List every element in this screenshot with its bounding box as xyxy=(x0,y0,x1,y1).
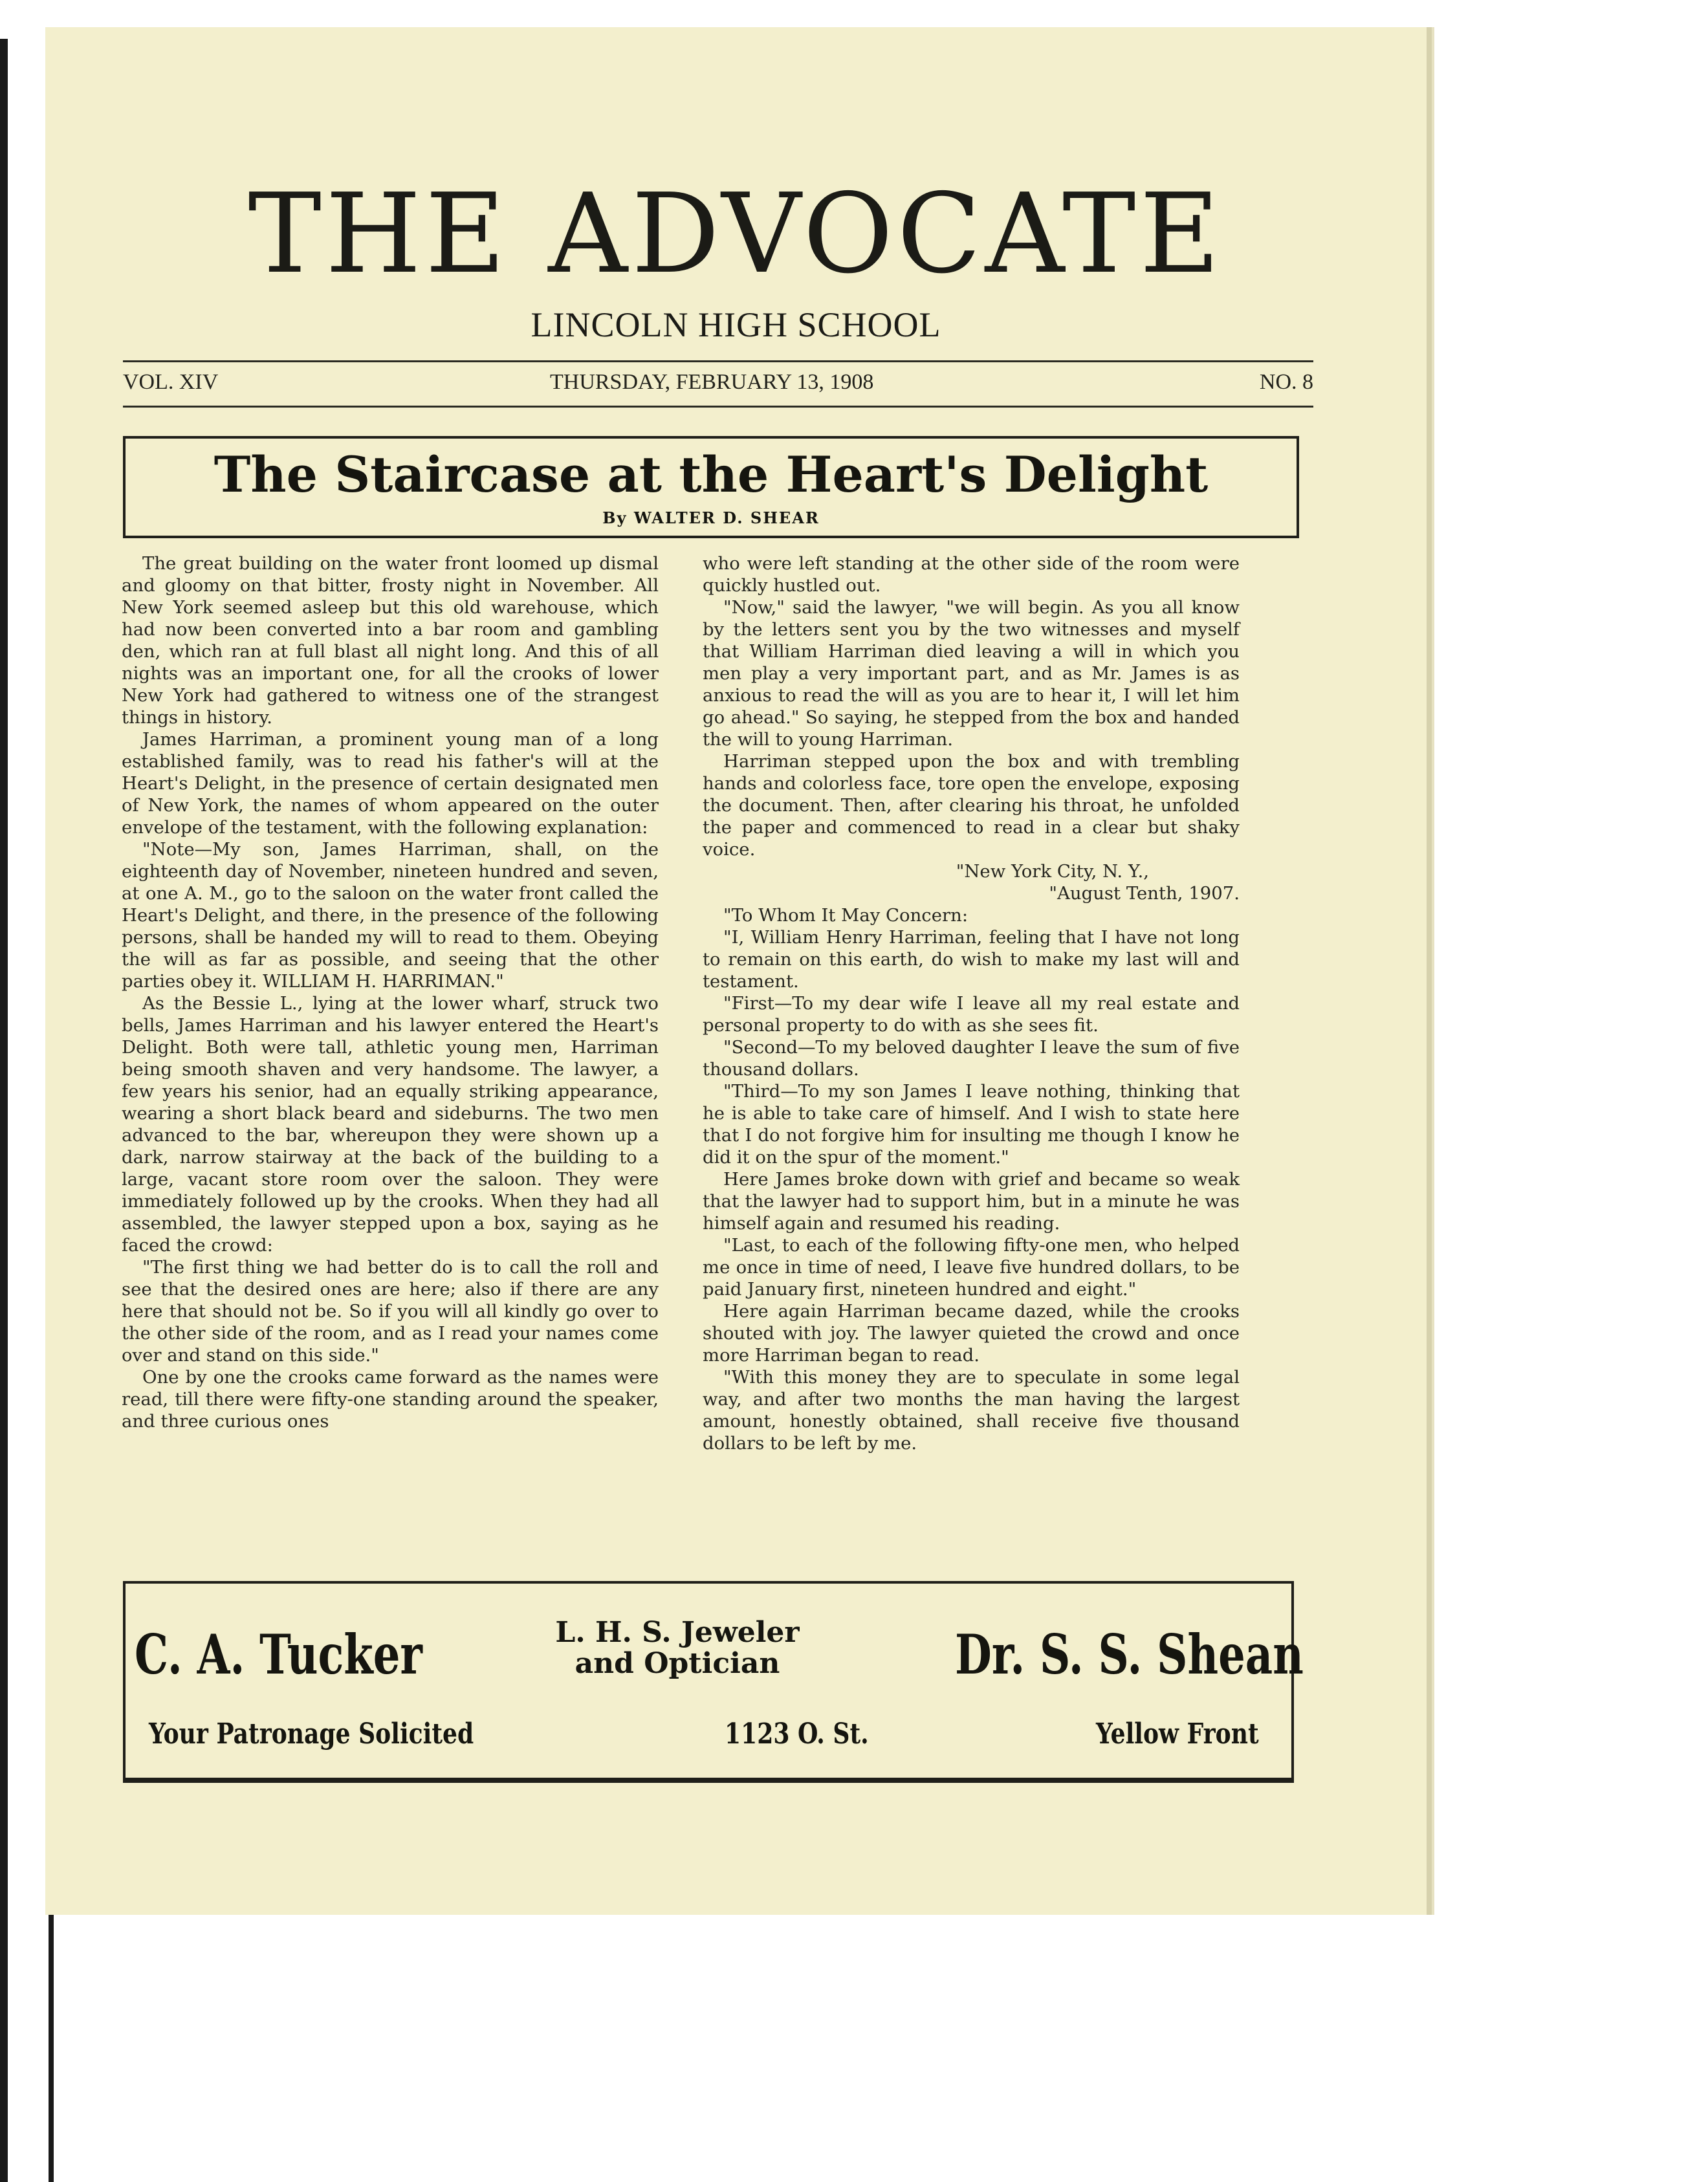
letter-place: "New York City, N. Y., xyxy=(956,861,1149,882)
paragraph: As the Bessie L., lying at the lower wharf, struck two bells, James Harriman and his lawyer entered the Heart's Delight. Both were tall, athletic young men, Harriman being smooth shaven and very handsome. The lawyer, a few years his senior, had an equally striking appearance, wearing a short black beard and sideburns. The two men advanced to the bar, whereupon they were shown up a dark, narrow stairway at the back of the building to a large, vacant store room over the saloon. They were immediately followed up by the crooks. When they had all assembled, the lawyer stepped upon a box, saying as he faced the crowd: xyxy=(122,993,659,1256)
masthead-rule-bottom xyxy=(123,406,1313,408)
paragraph: "Second—To my beloved daughter I leave the sum of five thousand dollars. xyxy=(703,1037,1240,1080)
paragraph: "Note—My son, James Harriman, shall, on the eighteenth day of November, nineteen hundred and seven, at one A. M., go to the saloon on the water front called the Heart's Delight, and there, in the presence of the following persons, shall be handed my will to read to them. Obeying the will as far as possible, and seeing that the other parties obey it. WILLIAM H. HARRIMAN." xyxy=(122,839,659,992)
paragraph: "Now," said the lawyer, "we will begin. As you all know by the letters sent you by the two witnesses and myself that William Harriman died leaving a will in which you men play a very important part, and as Mr. James is as anxious to read the will as you are to hear it, I will let him go ahead." So saying, he stepped from the box and handed the will to young Harriman. xyxy=(703,597,1240,750)
newspaper-page xyxy=(45,27,1432,1915)
article-right-column xyxy=(703,552,1240,1454)
paragraph: "To Whom It May Concern: xyxy=(723,905,969,926)
paragraph: James Harriman, a prominent young man of a long established family, was to read his father's will at the Heart's Delight, in the presence of certain designated men of New York, the names of whom appeared on the outer envelope of the testament, with the following explanation: xyxy=(122,729,659,838)
dateline xyxy=(123,370,1313,402)
paragraph: Harriman stepped upon the box and with trembling hands and colorless face, tore open the envelope, exposing the document. Then, after clearing his throat, he unfolded the paper and commenced to read in a clear but shaky voice. xyxy=(703,751,1240,860)
ad-left-tagline: Your Patronage Solicited xyxy=(149,1718,474,1751)
paragraph: One by one the crooks came forward as the names were read, till there were fifty-one standing around the speaker, and three curious ones xyxy=(122,1367,659,1432)
paragraph: who were left standing at the other side of the room were quickly hustled out. xyxy=(703,553,1240,596)
binding-edge-lower xyxy=(49,1915,54,2182)
ad-middle-line-1: L. H. S. Jeweler xyxy=(555,1616,800,1649)
issue-number: NO. 8 xyxy=(1259,370,1313,394)
ad-address: 1123 O. St. xyxy=(725,1718,869,1751)
paragraph: "I, William Henry Harriman, feeling that I have not long to remain on this earth, do wish to make my last will and testament. xyxy=(703,927,1240,992)
article-left-column xyxy=(122,552,659,1432)
masthead-subtitle: LINCOLN HIGH SCHOOL xyxy=(531,305,941,344)
paragraph: "Last, to each of the following fifty-one men, who helped me once in time of need, I leave five hundred dollars, to be paid January first, nineteen hundred and eight." xyxy=(703,1235,1240,1300)
masthead-title: THE ADVOCATE xyxy=(248,170,1224,298)
paragraph: "First—To my dear wife I leave all my real estate and personal property to do with as she sees fit. xyxy=(703,993,1240,1036)
paragraph: Here again Harriman became dazed, while the crooks shouted with joy. The lawyer quieted the crowd and once more Harriman began to read. xyxy=(703,1301,1240,1366)
paragraph: The great building on the water front loomed up dismal and gloomy on that bitter, frosty night in November. All New York seemed asleep but this old warehouse, which had now been converted into a bar room and gambling den, which ran at full blast all night long. And this of all nights was an important one, for all the crooks of lower New York had gathered to witness one of the strangest things in history. xyxy=(122,553,659,728)
ad-left-name: C. A. Tucker xyxy=(135,1622,422,1686)
volume-label: VOL. XIV xyxy=(123,370,219,394)
paragraph: "With this money they are to speculate in some legal way, and after two months the man having the largest amount, honestly obtained, shall receive five thousand dollars to be left by me. xyxy=(703,1367,1240,1454)
paragraph: "Third—To my son James I leave nothing, thinking that he is able to take care of himself. And I wish to state here that I do not forgive him for insulting me though I know he did it on the spur of the moment." xyxy=(703,1081,1240,1168)
letter-date: "August Tenth, 1907. xyxy=(1049,883,1240,904)
article-byline: By WALTER D. SHEAR xyxy=(602,508,820,527)
binding-edge xyxy=(0,39,8,2182)
paragraph: Here James broke down with grief and became so weak that the lawyer had to support him, but in a minute he was himself again and resumed his reading. xyxy=(703,1169,1240,1234)
paragraph: "The first thing we had better do is to call the roll and see that the desired ones are here; also if there are any here that should not be. So if you will all kindly go over to the other side of the room, and as I read your names come over and stand on this side." xyxy=(122,1257,659,1366)
headline-box xyxy=(123,436,1299,538)
ad-right-tagline: Yellow Front xyxy=(1096,1718,1259,1751)
ad-middle-line-2: and Optician xyxy=(575,1647,780,1680)
ad-right-name: Dr. S. S. Shean xyxy=(955,1622,1304,1686)
advertisement-box xyxy=(123,1581,1304,1783)
masthead-rule-top xyxy=(123,360,1313,362)
issue-date: THURSDAY, FEBRUARY 13, 1908 xyxy=(550,370,874,394)
article-headline: The Staircase at the Heart's Delight xyxy=(214,446,1209,503)
